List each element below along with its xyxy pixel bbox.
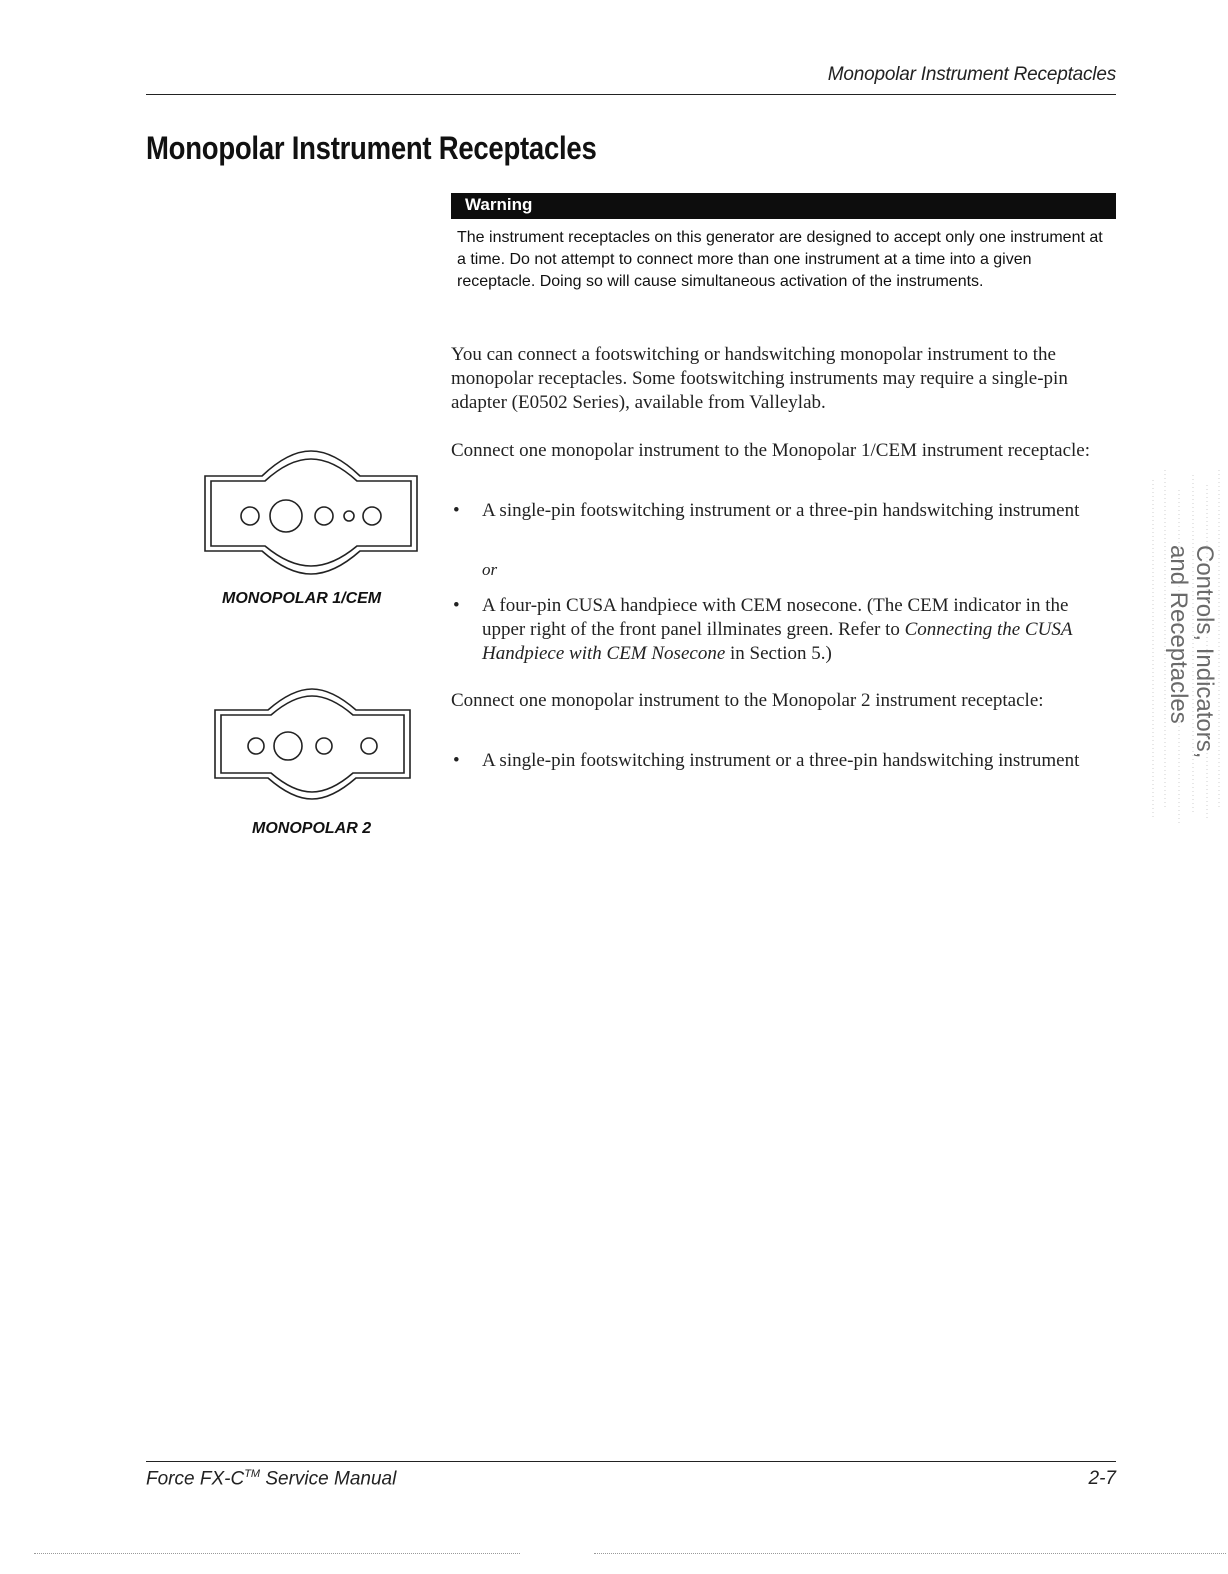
footer-manual-title <box>146 1468 396 1490</box>
bullet-symbol: • <box>453 595 460 616</box>
monopolar-2-receptacle-diagram <box>210 688 415 800</box>
bullet-item-1 <box>451 499 1116 523</box>
bullet-symbol: • <box>453 750 460 771</box>
manual-title-prefix: Force FX-C <box>146 1468 245 1490</box>
section-reference: Connecting the CUSA Handpiece with CEM Nosecone <box>482 619 1073 664</box>
bullet-symbol: • <box>453 500 460 521</box>
running-head: Monopolar Instrument Receptacles <box>827 64 1116 85</box>
section-tab-label <box>1165 545 1218 759</box>
bullet-text: A single-pin footswitching instrument or a three-pin handswitching instrument <box>482 750 1080 771</box>
warning-label: Warning <box>465 195 533 214</box>
section-tab-line-1: Controls, Indicators, <box>1191 545 1218 759</box>
bullet-text-start: A four-pin CUSA handpiece with CEM nosecone. (The CEM indicator in the upper right of the front panel illminates green. Refer to <box>482 595 1069 640</box>
section-tab-line-2: and Receptacles <box>1165 545 1192 724</box>
bullet-text-end: in Section 5.) <box>725 643 832 664</box>
connect-monopolar1-paragraph: Connect one monopolar instrument to the Monopolar 1/CEM instrument receptacle: <box>451 440 1090 461</box>
bullet-item-2 <box>451 594 1116 666</box>
footer-rule <box>146 1461 1116 1462</box>
page-title: Monopolar Instrument Receptacles <box>146 130 597 166</box>
figure-caption-monopolar-1-cem: MONOPOLAR 1/CEM <box>222 590 382 607</box>
warning-text: The instrument receptacles on this generator are designed to accept only one instrument at a time. Do not attempt to connect more than one instrument at a time into a given receptacle. Doing so will cause simultaneous activation of the instruments. <box>457 229 1103 290</box>
figure-caption-monopolar-2: MONOPOLAR 2 <box>252 820 372 837</box>
manual-title-suffix: Service Manual <box>260 1468 397 1490</box>
intro-paragraph: You can connect a footswitching or handswitching monopolar instrument to the monopolar receptacles. Some footswitching instruments may require a single-pin adapter (E0502 Series), available from Valleylab. <box>451 344 1068 413</box>
bullet-text: A single-pin footswitching instrument or a three-pin handswitching instrument <box>482 500 1080 521</box>
page-number: 2-7 <box>1088 1468 1116 1489</box>
or-text: or <box>482 560 498 579</box>
monopolar-1-cem-receptacle-diagram <box>200 450 422 575</box>
bullet-item-3 <box>451 749 1116 773</box>
header-rule <box>146 94 1116 95</box>
scan-artifact-line <box>34 1553 520 1554</box>
connect-monopolar2-paragraph: Connect one monopolar instrument to the Monopolar 2 instrument receptacle: <box>451 690 1044 711</box>
scan-artifact-line <box>594 1553 1226 1554</box>
trademark-symbol: TM <box>244 1468 261 1480</box>
warning-bar <box>451 193 1116 219</box>
